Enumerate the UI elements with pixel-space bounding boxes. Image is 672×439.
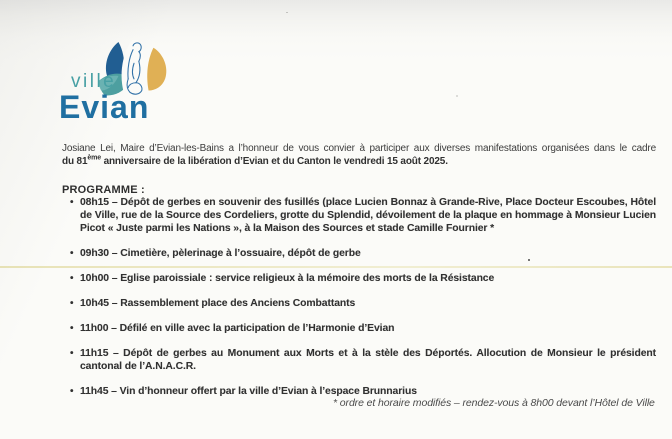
anniversary-ordinal-sup: ème [87, 154, 101, 162]
scan-speck-faint [286, 12, 288, 13]
scan-speck [528, 259, 530, 261]
logo-ville-text: ville [71, 71, 117, 92]
invitation-line-1: Josiane Lei, Maire d’Evian-les-Bains a l’honneur de vous convier à participer aux diverses manifestations organisées dans le cadre [62, 143, 656, 154]
petal-yellow [147, 48, 166, 91]
asterisk-footnote: * ordre et horaire modifiés – rendez-vous à 8h00 devant l’Hôtel de Ville [333, 397, 655, 409]
anniversary-prefix: du 81 [62, 156, 88, 167]
programme-item-08h15: • 08h15 – Dépôt de gerbes en souvenir des fusillés (place Lucien Bonnaz à Grande-Rive, Place Docteur Escoubes, Hôtel de Ville, rue de la Source des Cordeliers, grotte du Splendid, dévoilement de la plaque en hommage à Monsieur Lucien Picot « Juste parmi les Nations », à la Maison des Sources et stade Camille Fournier * [70, 196, 656, 235]
scan-speck-faint-2 [456, 95, 458, 97]
invitation-line-2 [62, 155, 656, 168]
programme-heading: PROGRAMME : [62, 184, 145, 196]
programme-list [70, 196, 656, 410]
invitation-paragraph [62, 142, 656, 168]
programme-item-10h45: • 10h45 – Rassemblement place des Anciens Combattants [70, 297, 656, 310]
evian-logo [0, 0, 220, 140]
programme-item-11h00: • 11h00 – Défilé en ville avec la participation de l’Harmonie d’Evian [70, 322, 656, 335]
anniversary-rest: anniversaire de la libération d’Evian et du Canton le vendredi 15 août 2025. [100, 156, 448, 167]
programme-item-09h30: • 09h30 – Cimetière, pèlerinage à l’ossuaire, dépôt de gerbe [70, 247, 656, 260]
programme-item-11h45: • 11h45 – Vin d’honneur offert par la ville d’Evian à l’espace Brunnarius [70, 385, 656, 398]
logo-evian-text: Evian [59, 89, 150, 125]
programme-item-10h00: • 10h00 – Eglise paroissiale : service religieux à la mémoire des morts de la Résistance [70, 272, 656, 285]
programme-item-11h15: • 11h15 – Dépôt de gerbes au Monument aux Morts et à la stèle des Déportés. Allocution de Monsieur le président cantonal de l’A.N.A.C.R. [70, 347, 656, 373]
